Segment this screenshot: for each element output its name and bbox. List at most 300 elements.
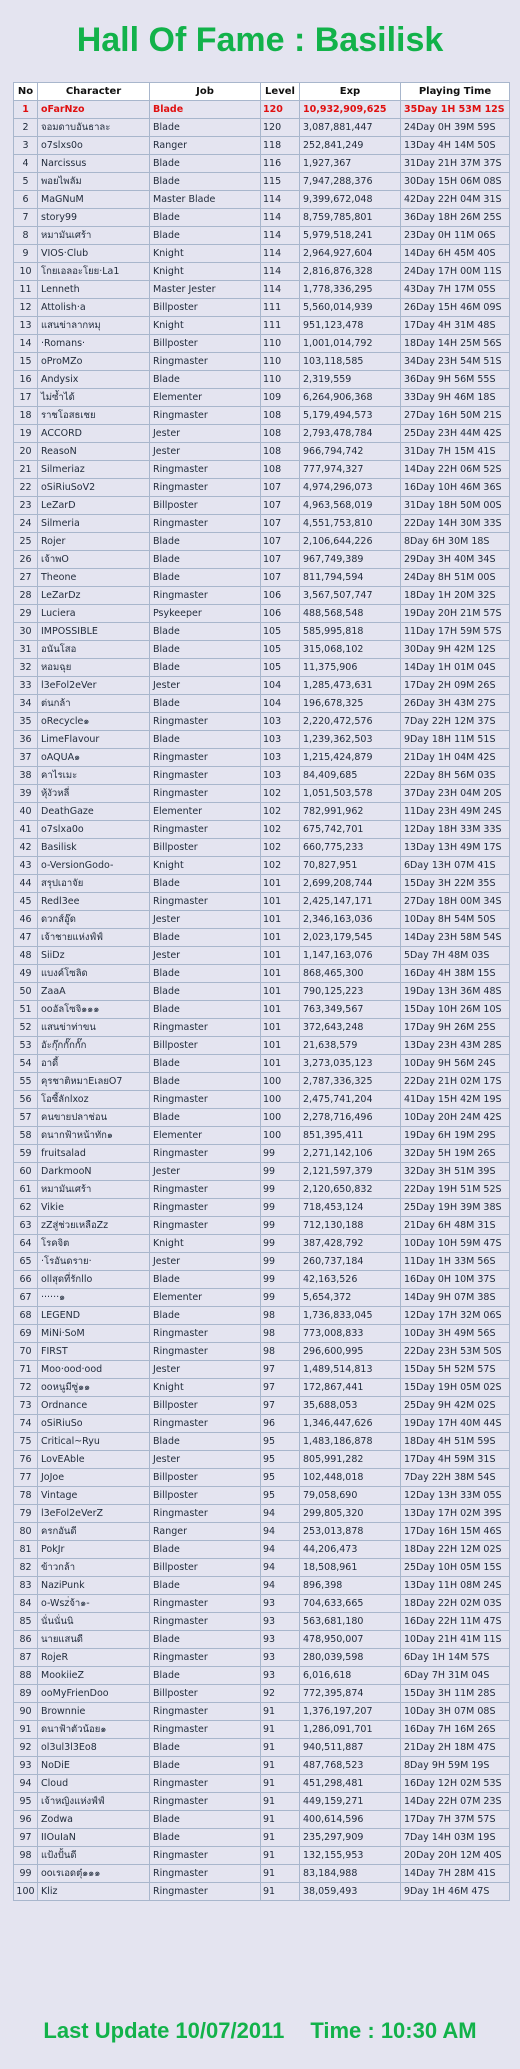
rank-cell: 33: [14, 677, 38, 695]
level-cell: 91: [261, 1883, 300, 1901]
table-row: [14, 353, 510, 371]
level-cell: 108: [261, 407, 300, 425]
table-row: [14, 1415, 510, 1433]
level-cell: 100: [261, 1091, 300, 1109]
level-cell: 107: [261, 515, 300, 533]
level-cell: 103: [261, 749, 300, 767]
rank-cell: 54: [14, 1055, 38, 1073]
character-cell: แบงค์โซลิด: [38, 965, 150, 983]
job-cell: Blade: [150, 1541, 261, 1559]
job-cell: Ringmaster: [150, 1595, 261, 1613]
rank-cell: 24: [14, 515, 38, 533]
level-cell: 92: [261, 1685, 300, 1703]
exp-cell: 451,298,481: [300, 1775, 401, 1793]
exp-cell: 3,087,881,447: [300, 119, 401, 137]
character-cell: คาไรเมะ: [38, 767, 150, 785]
rank-cell: 78: [14, 1487, 38, 1505]
table-row: [14, 785, 510, 803]
exp-cell: 585,995,818: [300, 623, 401, 641]
rank-cell: 2: [14, 119, 38, 137]
character-cell: ไม่ซ้ำได้: [38, 389, 150, 407]
exp-cell: 1,285,473,631: [300, 677, 401, 695]
rank-cell: 15: [14, 353, 38, 371]
exp-cell: 8,759,785,801: [300, 209, 401, 227]
table-row: [14, 875, 510, 893]
table-row: [14, 173, 510, 191]
job-cell: Blade: [150, 1811, 261, 1829]
rank-cell: 40: [14, 803, 38, 821]
table-row: [14, 1541, 510, 1559]
exp-cell: 5,979,518,241: [300, 227, 401, 245]
job-cell: Jester: [150, 425, 261, 443]
character-cell: ครกอันดี: [38, 1523, 150, 1541]
level-cell: 101: [261, 1019, 300, 1037]
table-row: [14, 1307, 510, 1325]
rank-cell: 79: [14, 1505, 38, 1523]
table-row: [14, 623, 510, 641]
rank-cell: 22: [14, 479, 38, 497]
rank-cell: 29: [14, 605, 38, 623]
character-cell: คุรชาติหมาEเลยO7: [38, 1073, 150, 1091]
character-cell: LeZarD: [38, 497, 150, 515]
job-cell: Elementer: [150, 1289, 261, 1307]
table-row: [14, 1397, 510, 1415]
last-update-label: Last Update 10/07/2011: [43, 2018, 285, 2043]
job-cell: Ringmaster: [150, 1505, 261, 1523]
rank-cell: 18: [14, 407, 38, 425]
playing-time-cell: 18Day 22H 02M 03S: [401, 1595, 510, 1613]
exp-cell: 1,239,362,503: [300, 731, 401, 749]
exp-cell: 782,991,962: [300, 803, 401, 821]
playing-time-cell: 35Day 1H 53M 12S: [401, 101, 510, 119]
character-cell: story99: [38, 209, 150, 227]
level-cell: 95: [261, 1433, 300, 1451]
exp-cell: 712,130,188: [300, 1217, 401, 1235]
level-cell: 101: [261, 1001, 300, 1019]
level-cell: 98: [261, 1307, 300, 1325]
playing-time-cell: 42Day 22H 04M 31S: [401, 191, 510, 209]
job-cell: Billposter: [150, 299, 261, 317]
level-cell: 120: [261, 101, 300, 119]
rank-cell: 19: [14, 425, 38, 443]
playing-time-cell: 17Day 4H 59M 31S: [401, 1451, 510, 1469]
rank-cell: 94: [14, 1775, 38, 1793]
table-row: [14, 1361, 510, 1379]
rank-cell: 50: [14, 983, 38, 1001]
playing-time-cell: 16Day 22H 11M 47S: [401, 1613, 510, 1631]
job-cell: Blade: [150, 1109, 261, 1127]
playing-time-cell: 22Day 19H 51M 52S: [401, 1181, 510, 1199]
playing-time-cell: 6Day 13H 07M 41S: [401, 857, 510, 875]
character-cell: Cloud: [38, 1775, 150, 1793]
job-cell: Billposter: [150, 1469, 261, 1487]
job-cell: Elementer: [150, 1127, 261, 1145]
level-cell: 106: [261, 587, 300, 605]
exp-cell: 449,159,271: [300, 1793, 401, 1811]
table-row: [14, 821, 510, 839]
rank-cell: 68: [14, 1307, 38, 1325]
character-cell: FIRST: [38, 1343, 150, 1361]
exp-cell: 1,051,503,578: [300, 785, 401, 803]
playing-time-cell: 16Day 4H 38M 15S: [401, 965, 510, 983]
table-row: [14, 515, 510, 533]
level-cell: 107: [261, 479, 300, 497]
playing-time-cell: 7Day 14H 03M 19S: [401, 1829, 510, 1847]
character-cell: fruitsalad: [38, 1145, 150, 1163]
rank-cell: 73: [14, 1397, 38, 1415]
character-cell: ACCORD: [38, 425, 150, 443]
job-cell: Jester: [150, 677, 261, 695]
playing-time-cell: 27Day 18H 00M 34S: [401, 893, 510, 911]
exp-cell: 2,121,597,379: [300, 1163, 401, 1181]
exp-cell: 660,775,233: [300, 839, 401, 857]
exp-cell: 2,787,336,325: [300, 1073, 401, 1091]
rank-cell: 91: [14, 1721, 38, 1739]
exp-cell: 387,428,792: [300, 1235, 401, 1253]
table-row: [14, 1595, 510, 1613]
exp-cell: 235,297,909: [300, 1829, 401, 1847]
table-row: [14, 1127, 510, 1145]
table-row: [14, 1559, 510, 1577]
level-cell: 105: [261, 623, 300, 641]
table-row: [14, 335, 510, 353]
character-cell: MiNi·SoM: [38, 1325, 150, 1343]
job-cell: Ringmaster: [150, 1775, 261, 1793]
job-cell: Ringmaster: [150, 1847, 261, 1865]
table-row: [14, 749, 510, 767]
rank-cell: 81: [14, 1541, 38, 1559]
level-cell: 108: [261, 443, 300, 461]
character-cell: ต่นกล้า: [38, 695, 150, 713]
playing-time-cell: 17Day 7H 37M 57S: [401, 1811, 510, 1829]
level-cell: 101: [261, 1037, 300, 1055]
table-row: [14, 1091, 510, 1109]
table-row: [14, 911, 510, 929]
level-cell: 91: [261, 1739, 300, 1757]
rank-cell: 62: [14, 1199, 38, 1217]
playing-time-cell: 34Day 23H 54M 51S: [401, 353, 510, 371]
table-row: [14, 1847, 510, 1865]
job-cell: Ringmaster: [150, 1793, 261, 1811]
playing-time-cell: 32Day 5H 19M 26S: [401, 1145, 510, 1163]
job-cell: Blade: [150, 623, 261, 641]
job-cell: Billposter: [150, 497, 261, 515]
exp-cell: 372,643,248: [300, 1019, 401, 1037]
rank-cell: 48: [14, 947, 38, 965]
table-row: [14, 209, 510, 227]
character-cell: ข้าวกล้า: [38, 1559, 150, 1577]
exp-cell: 260,737,184: [300, 1253, 401, 1271]
rank-cell: 43: [14, 857, 38, 875]
character-cell: นายแสนดี: [38, 1631, 150, 1649]
table-row: [14, 1667, 510, 1685]
exp-cell: 70,827,951: [300, 857, 401, 875]
job-cell: Blade: [150, 173, 261, 191]
playing-time-cell: 15Day 3H 22M 35S: [401, 875, 510, 893]
exp-cell: 563,681,180: [300, 1613, 401, 1631]
playing-time-cell: 32Day 3H 51M 39S: [401, 1163, 510, 1181]
job-cell: Elementer: [150, 389, 261, 407]
table-row: [14, 191, 510, 209]
rank-cell: 57: [14, 1109, 38, 1127]
exp-cell: 896,398: [300, 1577, 401, 1595]
table-row: [14, 695, 510, 713]
table-row: [14, 1469, 510, 1487]
playing-time-cell: 10Day 10H 59M 47S: [401, 1235, 510, 1253]
playing-time-cell: 13Day 23H 43M 28S: [401, 1037, 510, 1055]
rank-cell: 3: [14, 137, 38, 155]
job-cell: Ringmaster: [150, 893, 261, 911]
level-cell: 103: [261, 713, 300, 731]
header-row: [14, 83, 510, 101]
character-cell: LimeFlavour: [38, 731, 150, 749]
rank-cell: 28: [14, 587, 38, 605]
character-cell: o7slxa0o: [38, 821, 150, 839]
rank-cell: 49: [14, 965, 38, 983]
exp-cell: 1,778,336,295: [300, 281, 401, 299]
level-cell: 105: [261, 641, 300, 659]
rank-cell: 51: [14, 1001, 38, 1019]
rank-cell: 76: [14, 1451, 38, 1469]
job-cell: Billposter: [150, 1559, 261, 1577]
playing-time-cell: 14Day 23H 58M 54S: [401, 929, 510, 947]
level-cell: 107: [261, 551, 300, 569]
job-cell: Ringmaster: [150, 515, 261, 533]
character-cell: JoJoe: [38, 1469, 150, 1487]
job-cell: Master Blade: [150, 191, 261, 209]
rank-cell: 97: [14, 1829, 38, 1847]
job-cell: Knight: [150, 263, 261, 281]
exp-cell: 196,678,325: [300, 695, 401, 713]
playing-time-cell: 29Day 3H 40M 34S: [401, 551, 510, 569]
level-cell: 102: [261, 785, 300, 803]
character-cell: โอซี้ลักlxoz: [38, 1091, 150, 1109]
table-row: [14, 839, 510, 857]
playing-time-cell: 17Day 2H 09M 26S: [401, 677, 510, 695]
exp-cell: 2,425,147,171: [300, 893, 401, 911]
character-cell: อัะกุ๊กกั๊กกั๊ก: [38, 1037, 150, 1055]
exp-cell: 1,483,186,878: [300, 1433, 401, 1451]
exp-cell: 5,560,014,939: [300, 299, 401, 317]
character-cell: ollสุดที่รักllo: [38, 1271, 150, 1289]
character-cell: ooหนูมีซู่๑๑: [38, 1379, 150, 1397]
level-cell: 101: [261, 929, 300, 947]
character-cell: สรุปเอาจัย: [38, 875, 150, 893]
level-cell: 100: [261, 1109, 300, 1127]
rank-cell: 42: [14, 839, 38, 857]
playing-time-cell: 16Day 7H 16M 26S: [401, 1721, 510, 1739]
character-cell: Critical~Ryu: [38, 1433, 150, 1451]
character-cell: oAQUA๑: [38, 749, 150, 767]
rank-cell: 84: [14, 1595, 38, 1613]
exp-cell: 4,551,753,810: [300, 515, 401, 533]
table-row: [14, 1253, 510, 1271]
footer: [0, 2008, 520, 2054]
level-cell: 94: [261, 1577, 300, 1595]
level-cell: 95: [261, 1451, 300, 1469]
table-row: [14, 1487, 510, 1505]
table-row: [14, 1037, 510, 1055]
playing-time-cell: 14Day 22H 07M 23S: [401, 1793, 510, 1811]
job-cell: Ringmaster: [150, 1217, 261, 1235]
job-cell: Blade: [150, 659, 261, 677]
playing-time-cell: 12Day 13H 33M 05S: [401, 1487, 510, 1505]
exp-cell: 83,184,988: [300, 1865, 401, 1883]
level-cell: 97: [261, 1379, 300, 1397]
table-row: [14, 947, 510, 965]
exp-cell: 773,008,833: [300, 1325, 401, 1343]
job-cell: Blade: [150, 1307, 261, 1325]
level-cell: 110: [261, 335, 300, 353]
playing-time-cell: 10Day 8H 54M 50S: [401, 911, 510, 929]
job-cell: Ringmaster: [150, 767, 261, 785]
job-cell: Jester: [150, 1253, 261, 1271]
exp-cell: 5,654,372: [300, 1289, 401, 1307]
job-cell: Blade: [150, 119, 261, 137]
character-cell: NoDiE: [38, 1757, 150, 1775]
level-cell: 98: [261, 1343, 300, 1361]
rank-cell: 5: [14, 173, 38, 191]
level-cell: 91: [261, 1865, 300, 1883]
level-cell: 107: [261, 569, 300, 587]
level-cell: 101: [261, 983, 300, 1001]
rank-cell: 11: [14, 281, 38, 299]
table-row: [14, 1739, 510, 1757]
playing-time-cell: 31Day 18H 50M 00S: [401, 497, 510, 515]
character-cell: Narcissus: [38, 155, 150, 173]
character-cell: อาดี้: [38, 1055, 150, 1073]
rank-cell: 39: [14, 785, 38, 803]
level-cell: 101: [261, 911, 300, 929]
exp-cell: 400,614,596: [300, 1811, 401, 1829]
level-cell: 95: [261, 1487, 300, 1505]
playing-time-cell: 24Day 8H 51M 00S: [401, 569, 510, 587]
job-cell: Blade: [150, 929, 261, 947]
level-cell: 110: [261, 371, 300, 389]
playing-time-cell: 10Day 21H 41M 11S: [401, 1631, 510, 1649]
table-row: [14, 1019, 510, 1037]
playing-time-cell: 15Day 10H 26M 10S: [401, 1001, 510, 1019]
character-cell: Luciera: [38, 605, 150, 623]
character-cell: DeathGaze: [38, 803, 150, 821]
job-cell: Knight: [150, 1379, 261, 1397]
exp-cell: 1,489,514,813: [300, 1361, 401, 1379]
job-cell: Ringmaster: [150, 1613, 261, 1631]
table-row: [14, 1199, 510, 1217]
exp-cell: 102,448,018: [300, 1469, 401, 1487]
rank-cell: 98: [14, 1847, 38, 1865]
job-cell: Blade: [150, 641, 261, 659]
job-cell: Knight: [150, 857, 261, 875]
rank-cell: 6: [14, 191, 38, 209]
table-row: [14, 893, 510, 911]
level-cell: 111: [261, 317, 300, 335]
character-cell: Brownnie: [38, 1703, 150, 1721]
rank-cell: 93: [14, 1757, 38, 1775]
rank-cell: 56: [14, 1091, 38, 1109]
playing-time-cell: 31Day 21H 37M 37S: [401, 155, 510, 173]
character-cell: โกยเอลอะโยย·La1: [38, 263, 150, 281]
level-cell: 91: [261, 1721, 300, 1739]
exp-cell: 718,453,124: [300, 1199, 401, 1217]
playing-time-cell: 10Day 3H 49M 56S: [401, 1325, 510, 1343]
level-cell: 97: [261, 1361, 300, 1379]
table-row: [14, 461, 510, 479]
job-cell: Jester: [150, 911, 261, 929]
level-cell: 116: [261, 155, 300, 173]
exp-cell: 488,568,548: [300, 605, 401, 623]
table-row: [14, 767, 510, 785]
playing-time-cell: 22Day 21H 02M 17S: [401, 1073, 510, 1091]
table-row: [14, 1649, 510, 1667]
table-row: [14, 281, 510, 299]
level-cell: 101: [261, 947, 300, 965]
playing-time-cell: 16Day 12H 02M 53S: [401, 1775, 510, 1793]
level-cell: 102: [261, 857, 300, 875]
exp-cell: 811,794,594: [300, 569, 401, 587]
job-cell: Blade: [150, 1739, 261, 1757]
level-cell: 95: [261, 1469, 300, 1487]
rank-cell: 85: [14, 1613, 38, 1631]
character-cell: ooเรเอดตุ๋๑๑๑: [38, 1865, 150, 1883]
job-cell: Ringmaster: [150, 587, 261, 605]
exp-cell: 1,346,447,626: [300, 1415, 401, 1433]
exp-cell: 21,638,579: [300, 1037, 401, 1055]
level-cell: 99: [261, 1217, 300, 1235]
playing-time-cell: 10Day 3H 07M 08S: [401, 1703, 510, 1721]
character-cell: หอมฉุย: [38, 659, 150, 677]
character-cell: Silmeriaz: [38, 461, 150, 479]
column-header-exp: Exp: [300, 83, 401, 101]
playing-time-cell: 5Day 7H 48M 03S: [401, 947, 510, 965]
rank-cell: 72: [14, 1379, 38, 1397]
job-cell: Blade: [150, 551, 261, 569]
playing-time-cell: 9Day 1H 46M 47S: [401, 1883, 510, 1901]
job-cell: Knight: [150, 245, 261, 263]
table-row: [14, 1289, 510, 1307]
character-cell: เจ้าหญิงแห่งฟ์ฟ์: [38, 1793, 150, 1811]
playing-time-cell: 30Day 15H 06M 08S: [401, 173, 510, 191]
table-row: [14, 641, 510, 659]
playing-time-cell: 19Day 6H 19M 29S: [401, 1127, 510, 1145]
exp-cell: 2,816,876,328: [300, 263, 401, 281]
rank-cell: 14: [14, 335, 38, 353]
character-cell: อนันโสอ: [38, 641, 150, 659]
playing-time-cell: 33Day 9H 46M 18S: [401, 389, 510, 407]
exp-cell: 478,950,007: [300, 1631, 401, 1649]
rank-cell: 90: [14, 1703, 38, 1721]
character-cell: PokJr: [38, 1541, 150, 1559]
exp-cell: 18,508,961: [300, 1559, 401, 1577]
job-cell: Blade: [150, 1001, 261, 1019]
character-cell: l3eFol2eVer: [38, 677, 150, 695]
rank-cell: 58: [14, 1127, 38, 1145]
job-cell: Ringmaster: [150, 1865, 261, 1883]
job-cell: Ringmaster: [150, 1019, 261, 1037]
playing-time-cell: 10Day 9H 56M 24S: [401, 1055, 510, 1073]
playing-time-cell: 12Day 18H 33M 33S: [401, 821, 510, 839]
table-row: [14, 119, 510, 137]
job-cell: Blade: [150, 1271, 261, 1289]
exp-cell: 35,688,053: [300, 1397, 401, 1415]
playing-time-cell: 18Day 14H 25M 56S: [401, 335, 510, 353]
exp-cell: 132,155,953: [300, 1847, 401, 1865]
job-cell: Blade: [150, 101, 261, 119]
level-cell: 94: [261, 1541, 300, 1559]
table-row: [14, 929, 510, 947]
table-row: [14, 1703, 510, 1721]
exp-cell: 103,118,585: [300, 353, 401, 371]
